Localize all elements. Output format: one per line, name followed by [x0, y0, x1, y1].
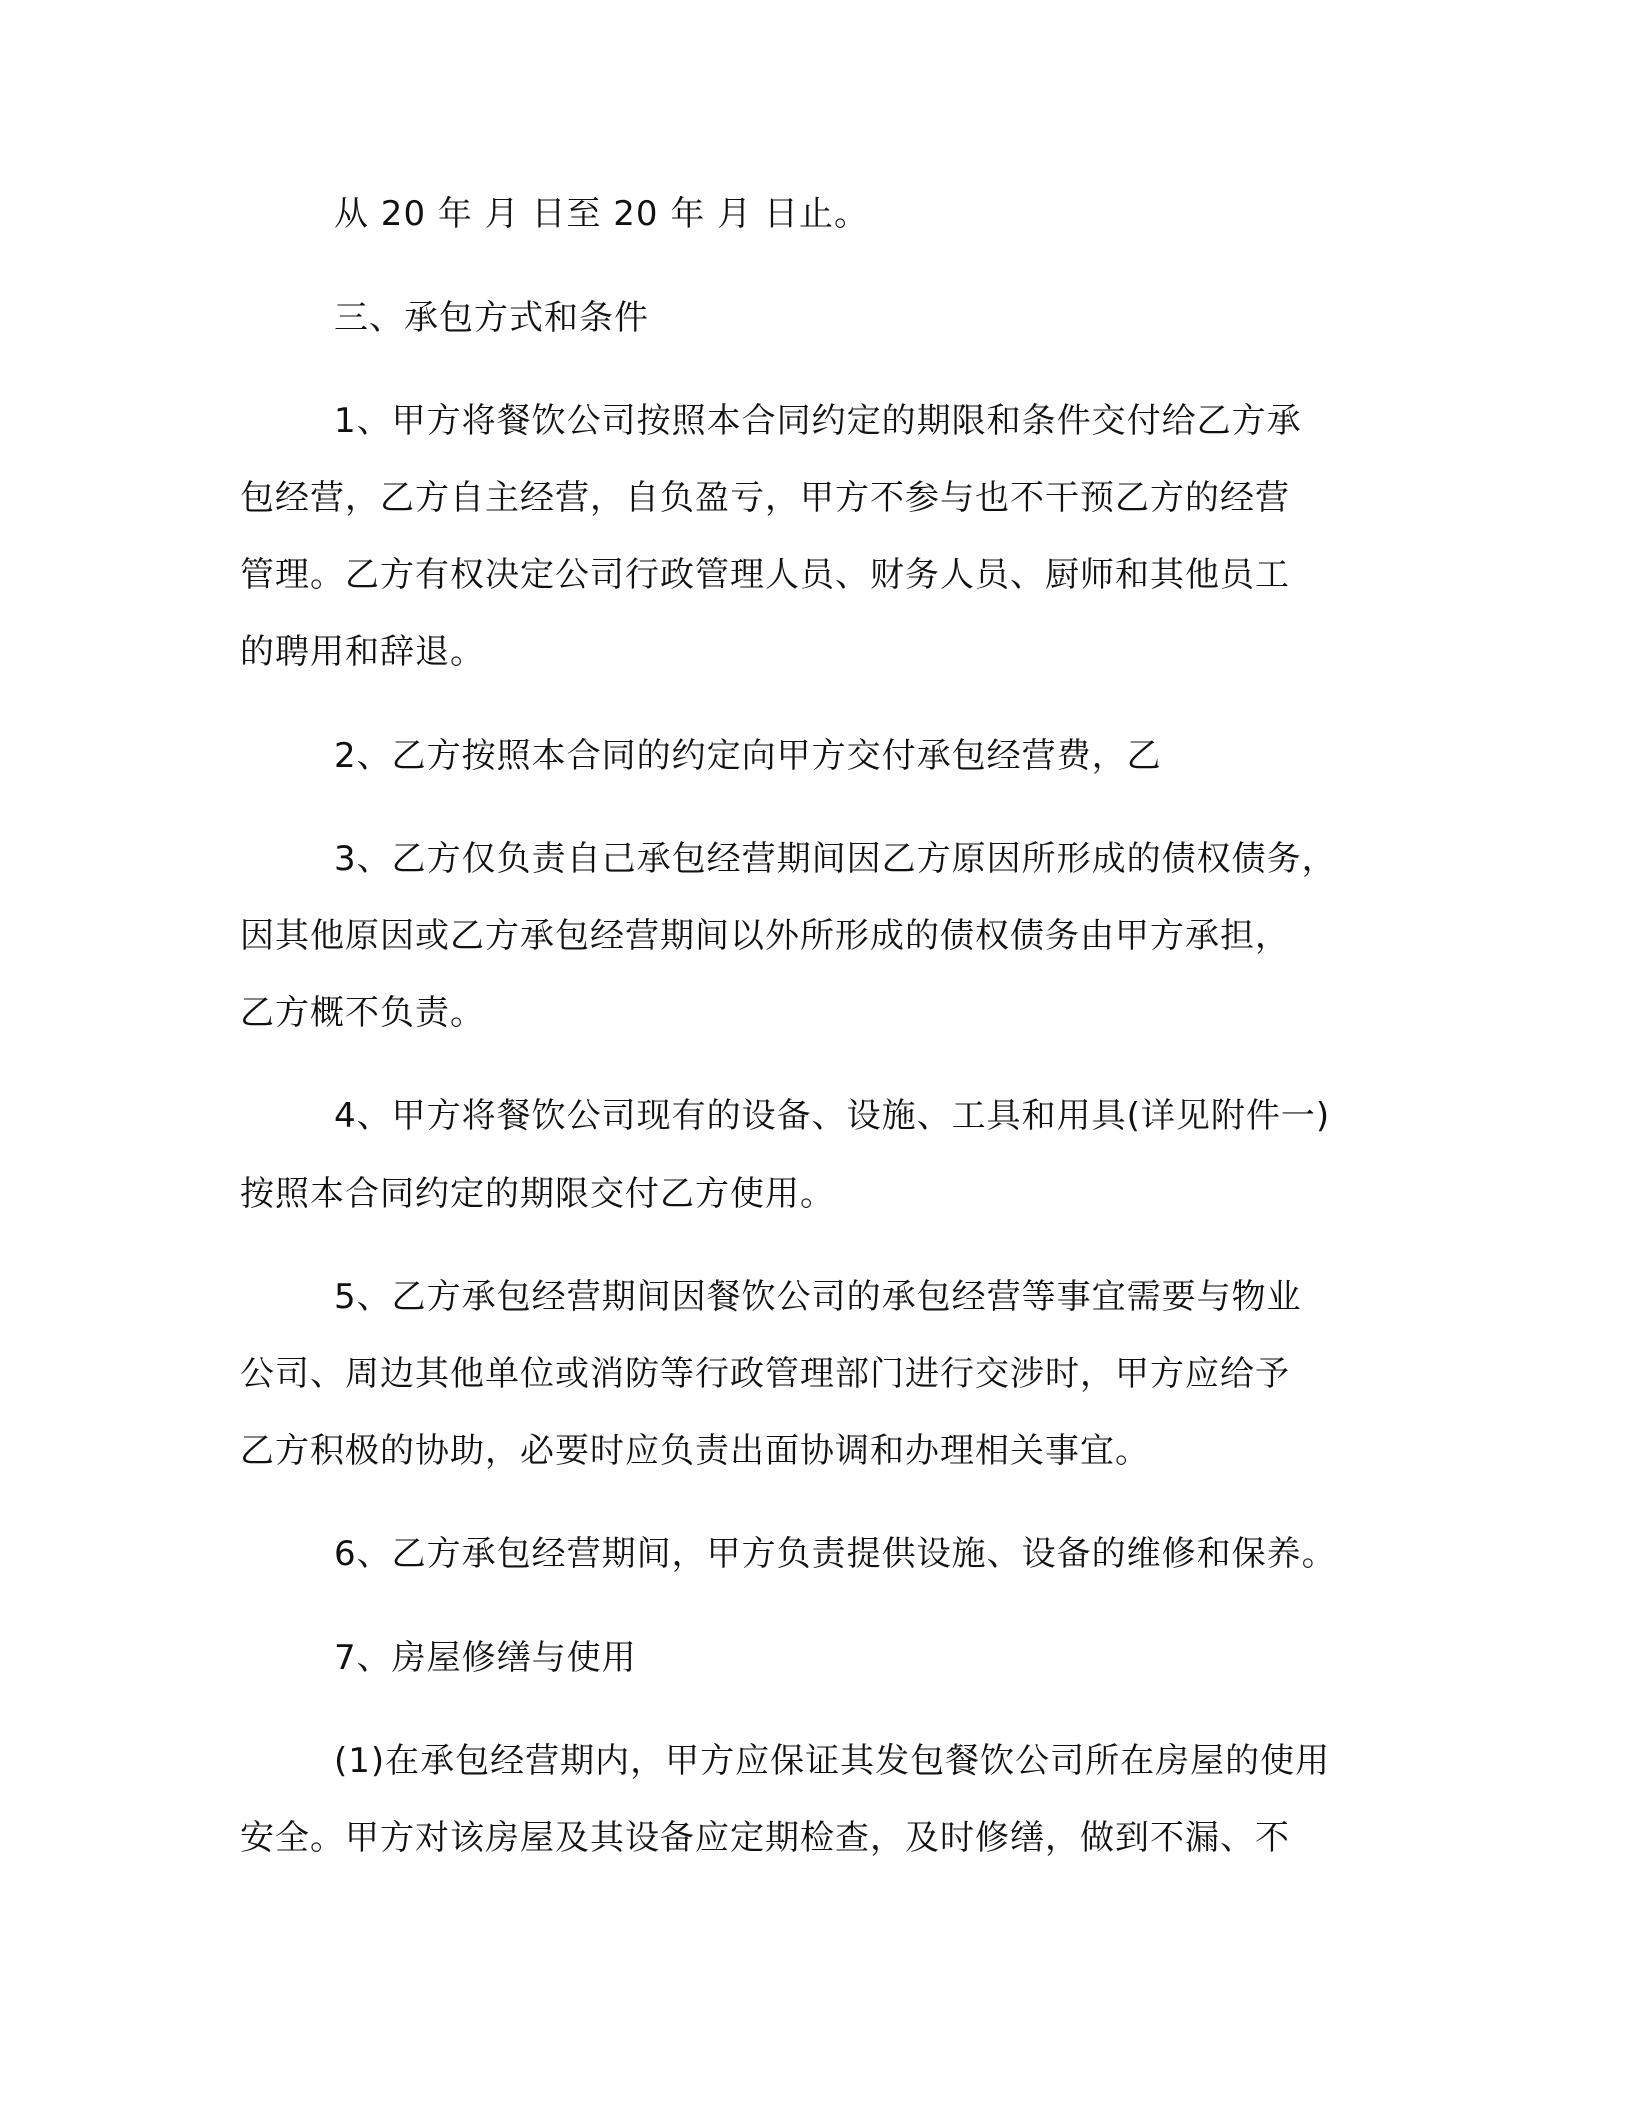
text-line: 乙方概不负责。: [240, 993, 485, 1033]
text-line: 按照本合同约定的期限交付乙方使用。: [240, 1174, 835, 1214]
text-line: 4、甲方将餐饮公司现有的设备、设施、工具和用具(详见附件一): [334, 1096, 1331, 1136]
text-line: 从 20 年 月 日至 20 年 月 日止。: [334, 194, 869, 234]
text-line: 1、甲方将餐饮公司按照本合同约定的期限和条件交付给乙方承: [334, 401, 1302, 441]
text-line: 3、乙方仅负责自己承包经营期间因乙方原因所形成的债权债务，: [334, 839, 1337, 879]
text-line: 安全。甲方对该房屋及其设备应定期检查，及时修缮，做到不漏、不: [240, 1818, 1290, 1858]
text-line: 公司、周边其他单位或消防等行政管理部门进行交涉时，甲方应给予: [240, 1354, 1290, 1394]
text-line: 的聘用和辞退。: [240, 632, 485, 672]
text-line: 管理。乙方有权决定公司行政管理人员、财务人员、厨师和其他员工: [240, 555, 1290, 595]
text-line: 2、乙方按照本合同的约定向甲方交付承包经营费，乙: [334, 736, 1162, 776]
text-line: 乙方积极的协助，必要时应负责出面协调和办理相关事宜。: [240, 1431, 1150, 1471]
text-line: 因其他原因或乙方承包经营期间以外所形成的债权债务由甲方承担，: [240, 916, 1290, 956]
text-line: 6、乙方承包经营期间，甲方负责提供设施、设备的维修和保养。: [334, 1534, 1337, 1574]
text-line: 5、乙方承包经营期间因餐饮公司的承包经营等事宜需要与物业: [334, 1277, 1302, 1317]
text-line: (1)在承包经营期内，甲方应保证其发包餐饮公司所在房屋的使用: [334, 1741, 1331, 1781]
section-heading: 7、房屋修缮与使用: [334, 1638, 637, 1678]
section-heading: 三、承包方式和条件: [334, 298, 649, 338]
text-line: 包经营，乙方自主经营，自负盈亏，甲方不参与也不干预乙方的经营: [240, 478, 1290, 518]
